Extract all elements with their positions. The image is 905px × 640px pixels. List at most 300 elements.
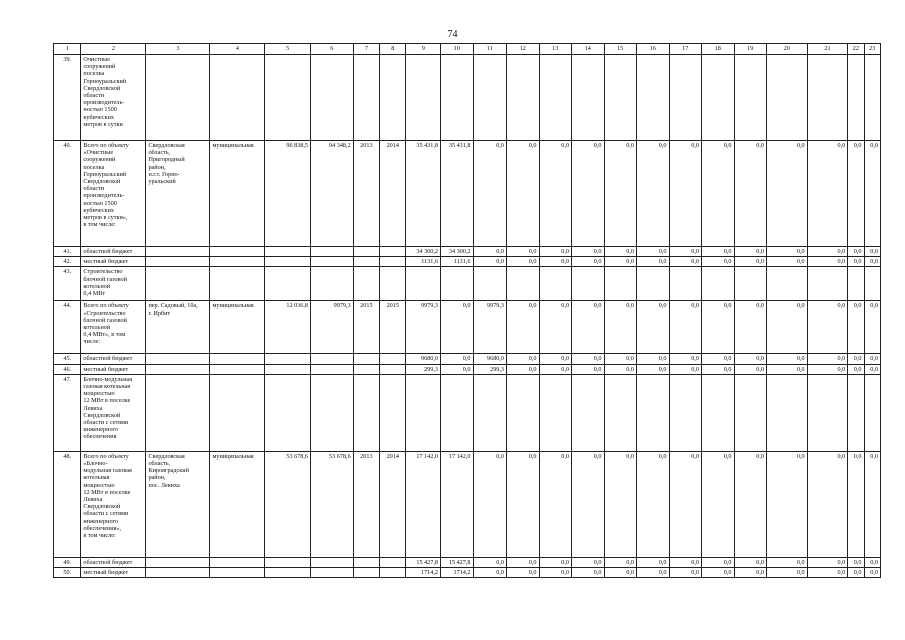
table-cell: 0,0 bbox=[864, 141, 880, 247]
item-name-cell: Всего по объекту «Строительство блочной газовой котельной 0,4 МВт», в том числе: bbox=[81, 301, 146, 354]
table-cell: 9979,3 bbox=[406, 301, 441, 354]
column-number: 21 bbox=[807, 44, 848, 55]
table-cell: Свердловская область, Кировградский район, пос. Левиха bbox=[146, 451, 210, 557]
table-cell: 0,0 bbox=[734, 257, 767, 267]
table-cell: 0,0 bbox=[473, 257, 507, 267]
table-cell: 0,0 bbox=[807, 364, 848, 374]
table-cell: 0,0 bbox=[572, 451, 605, 557]
item-name-cell: областной бюджет bbox=[81, 354, 146, 364]
table-cell: 0,0 bbox=[807, 557, 848, 567]
table-cell bbox=[604, 267, 637, 301]
table-cell: муниципальная bbox=[210, 141, 265, 247]
table-cell bbox=[807, 374, 848, 451]
table-cell bbox=[507, 55, 540, 141]
table-cell bbox=[210, 55, 265, 141]
table-cell bbox=[807, 267, 848, 301]
table-cell: 0,0 bbox=[669, 364, 702, 374]
table-cell bbox=[146, 247, 210, 257]
table-cell bbox=[669, 267, 702, 301]
table-cell: 0,0 bbox=[864, 257, 880, 267]
item-name-cell: Блочно-модульная газовая котельная мощностью 12 МВт в поселке Левиха Свердловской области с сетями инженерного обеспечения bbox=[81, 374, 146, 451]
table-cell bbox=[507, 267, 540, 301]
table-cell: 0,0 bbox=[848, 557, 864, 567]
table-cell bbox=[265, 257, 311, 267]
table-cell: 0,0 bbox=[702, 568, 735, 578]
table-cell bbox=[734, 267, 767, 301]
table-cell: 0,0 bbox=[669, 451, 702, 557]
table-cell: 0,0 bbox=[604, 354, 637, 364]
table-cell bbox=[311, 557, 354, 567]
table-cell bbox=[265, 568, 311, 578]
column-number: 2 bbox=[81, 44, 146, 55]
table-cell bbox=[353, 267, 379, 301]
column-number: 12 bbox=[507, 44, 540, 55]
table-cell bbox=[572, 267, 605, 301]
table-cell: 9979,3 bbox=[311, 301, 354, 354]
table-cell: муниципальная bbox=[210, 301, 265, 354]
table-cell bbox=[637, 55, 670, 141]
table-cell bbox=[311, 55, 354, 141]
table-cell: 0,0 bbox=[864, 451, 880, 557]
table-cell: 0,0 bbox=[734, 141, 767, 247]
table-cell: 17 142,0 bbox=[406, 451, 441, 557]
table-cell: 0,0 bbox=[864, 568, 880, 578]
table-cell: 0,0 bbox=[507, 141, 540, 247]
table-cell bbox=[406, 374, 441, 451]
column-number: 23 bbox=[864, 44, 880, 55]
table-cell: 96 838,5 bbox=[265, 141, 311, 247]
table-row bbox=[54, 354, 881, 364]
table-cell: 0,0 bbox=[441, 364, 474, 374]
table-cell: 2013 bbox=[353, 451, 379, 557]
table-cell: 0,0 bbox=[572, 257, 605, 267]
table-cell: муниципальная bbox=[210, 451, 265, 557]
table-cell: 0,0 bbox=[507, 568, 540, 578]
table-cell bbox=[864, 267, 880, 301]
table-row bbox=[54, 55, 881, 141]
table-cell bbox=[702, 55, 735, 141]
table-cell bbox=[380, 374, 406, 451]
table-cell bbox=[311, 374, 354, 451]
table-cell bbox=[864, 55, 880, 141]
table-cell bbox=[311, 247, 354, 257]
table-cell: 0,0 bbox=[807, 451, 848, 557]
table-cell: 0,0 bbox=[669, 568, 702, 578]
table-cell: 0,0 bbox=[702, 257, 735, 267]
table-cell: 0,0 bbox=[767, 451, 808, 557]
table-cell bbox=[507, 374, 540, 451]
table-cell: 0,0 bbox=[473, 247, 507, 257]
table-cell bbox=[265, 364, 311, 374]
table-cell bbox=[441, 374, 474, 451]
row-number-cell: 44. bbox=[54, 301, 81, 354]
table-cell: 0,0 bbox=[539, 568, 572, 578]
item-name-cell: местный бюджет bbox=[81, 257, 146, 267]
table-cell: 299,3 bbox=[473, 364, 507, 374]
table-cell: 0,0 bbox=[572, 354, 605, 364]
table-cell bbox=[146, 557, 210, 567]
table-cell: 0,0 bbox=[734, 247, 767, 257]
table-cell: 0,0 bbox=[767, 301, 808, 354]
table-cell: 0,0 bbox=[572, 557, 605, 567]
table-cell bbox=[210, 267, 265, 301]
table-cell: 0,0 bbox=[539, 354, 572, 364]
table-cell: 0,0 bbox=[702, 301, 735, 354]
table-cell bbox=[380, 568, 406, 578]
table-cell bbox=[637, 374, 670, 451]
table-cell bbox=[210, 568, 265, 578]
table-cell: 0,0 bbox=[864, 364, 880, 374]
table-cell: 0,0 bbox=[669, 301, 702, 354]
row-number-cell: 46. bbox=[54, 364, 81, 374]
table-cell: 0,0 bbox=[848, 301, 864, 354]
table-cell bbox=[210, 354, 265, 364]
table-cell: 0,0 bbox=[572, 364, 605, 374]
table-cell: 2014 bbox=[380, 451, 406, 557]
table-cell: 0,0 bbox=[637, 364, 670, 374]
table-row bbox=[54, 247, 881, 257]
table-cell: 0,0 bbox=[507, 557, 540, 567]
table-cell: 0,0 bbox=[864, 557, 880, 567]
table-cell: 0,0 bbox=[637, 568, 670, 578]
column-number: 14 bbox=[572, 44, 605, 55]
page-number: 74 bbox=[447, 29, 458, 40]
table-cell: 0,0 bbox=[507, 247, 540, 257]
table-cell bbox=[311, 568, 354, 578]
table-cell: 0,0 bbox=[848, 354, 864, 364]
table-cell: Свердловская область, Пригородный район, п.г.т. Горно- уральский bbox=[146, 141, 210, 247]
table-row bbox=[54, 374, 881, 451]
table-cell: 0,0 bbox=[539, 557, 572, 567]
table-cell: 1714,2 bbox=[406, 568, 441, 578]
column-number: 17 bbox=[669, 44, 702, 55]
column-number: 6 bbox=[311, 44, 354, 55]
table-cell: 0,0 bbox=[767, 141, 808, 247]
table-cell: 0,0 bbox=[767, 354, 808, 364]
table-cell bbox=[572, 374, 605, 451]
table-cell: 0,0 bbox=[539, 451, 572, 557]
table-cell: 34 300,2 bbox=[441, 247, 474, 257]
table-cell bbox=[669, 55, 702, 141]
table-cell: 0,0 bbox=[734, 568, 767, 578]
table-cell: 1131,6 bbox=[441, 257, 474, 267]
table-cell: 0,0 bbox=[734, 557, 767, 567]
table-cell: 0,0 bbox=[767, 557, 808, 567]
table-cell: 0,0 bbox=[604, 364, 637, 374]
table-cell bbox=[146, 374, 210, 451]
table-cell bbox=[767, 374, 808, 451]
table-cell: 53 678,6 bbox=[265, 451, 311, 557]
table-cell: 0,0 bbox=[702, 557, 735, 567]
table-cell: 0,0 bbox=[572, 568, 605, 578]
table-cell bbox=[441, 267, 474, 301]
table-cell: 0,0 bbox=[734, 354, 767, 364]
table-cell: 0,0 bbox=[702, 354, 735, 364]
table-cell: 0,0 bbox=[507, 364, 540, 374]
table-cell bbox=[311, 267, 354, 301]
table-cell bbox=[848, 267, 864, 301]
table-cell: 0,0 bbox=[848, 141, 864, 247]
column-number: 15 bbox=[604, 44, 637, 55]
table-cell: 0,0 bbox=[669, 247, 702, 257]
table-cell: 0,0 bbox=[441, 301, 474, 354]
table-cell: 0,0 bbox=[848, 364, 864, 374]
table-cell: 0,0 bbox=[807, 354, 848, 364]
table-cell: 0,0 bbox=[539, 257, 572, 267]
table-cell bbox=[539, 55, 572, 141]
table-cell bbox=[210, 374, 265, 451]
column-number: 7 bbox=[353, 44, 379, 55]
table-cell bbox=[539, 267, 572, 301]
table-cell: 2013 bbox=[353, 141, 379, 247]
table-cell bbox=[265, 267, 311, 301]
table-cell: 0,0 bbox=[767, 568, 808, 578]
table-cell: 0,0 bbox=[807, 301, 848, 354]
row-number-cell: 49. bbox=[54, 557, 81, 567]
table-cell: 9680,0 bbox=[406, 354, 441, 364]
table-cell bbox=[265, 55, 311, 141]
table-cell: 0,0 bbox=[604, 557, 637, 567]
column-number: 16 bbox=[637, 44, 670, 55]
table-cell: 0,0 bbox=[734, 301, 767, 354]
table-cell: 0,0 bbox=[507, 451, 540, 557]
table-cell: 0,0 bbox=[767, 364, 808, 374]
table-cell bbox=[572, 55, 605, 141]
table-cell: 0,0 bbox=[848, 451, 864, 557]
table-row bbox=[54, 364, 881, 374]
table-cell: 0,0 bbox=[572, 141, 605, 247]
table-cell: 0,0 bbox=[864, 301, 880, 354]
table-cell: 0,0 bbox=[637, 354, 670, 364]
table-cell bbox=[380, 557, 406, 567]
table-row bbox=[54, 301, 881, 354]
table-cell: 0,0 bbox=[473, 451, 507, 557]
table-cell: 0,0 bbox=[637, 301, 670, 354]
table-cell: 17 142,0 bbox=[441, 451, 474, 557]
column-number: 9 bbox=[406, 44, 441, 55]
table-cell: 0,0 bbox=[702, 141, 735, 247]
table-cell bbox=[734, 374, 767, 451]
table-row bbox=[54, 257, 881, 267]
table-cell: 0,0 bbox=[572, 247, 605, 257]
column-number: 4 bbox=[210, 44, 265, 55]
table-cell: 0,0 bbox=[604, 247, 637, 257]
table-cell: 0,0 bbox=[807, 247, 848, 257]
table-cell bbox=[539, 374, 572, 451]
table-cell: 0,0 bbox=[539, 364, 572, 374]
table-cell bbox=[604, 374, 637, 451]
item-name-cell: Всего по объекту «Блочно- модульная газовая котельная мощностью 12 МВт в поселке Левиха Свердловской области с сетями инженерного обеспечения», в том числе: bbox=[81, 451, 146, 557]
table-cell: 0,0 bbox=[604, 301, 637, 354]
table-cell: 0,0 bbox=[864, 247, 880, 257]
column-number-row bbox=[54, 44, 881, 55]
table-cell bbox=[265, 354, 311, 364]
item-name-cell: областной бюджет bbox=[81, 557, 146, 567]
table-row bbox=[54, 451, 881, 557]
table-cell bbox=[473, 55, 507, 141]
table-cell: 1131,6 bbox=[406, 257, 441, 267]
table-cell: 0,0 bbox=[637, 257, 670, 267]
table-cell bbox=[864, 374, 880, 451]
column-number: 11 bbox=[473, 44, 507, 55]
table-cell bbox=[210, 257, 265, 267]
table-cell bbox=[353, 247, 379, 257]
table-cell bbox=[380, 354, 406, 364]
column-number: 22 bbox=[848, 44, 864, 55]
table-cell bbox=[807, 55, 848, 141]
table-cell: 0,0 bbox=[637, 141, 670, 247]
table-cell: 2015 bbox=[353, 301, 379, 354]
row-number-cell: 41. bbox=[54, 247, 81, 257]
table-cell bbox=[311, 354, 354, 364]
table-cell bbox=[848, 55, 864, 141]
table-cell: 0,0 bbox=[702, 364, 735, 374]
row-number-cell: 39. bbox=[54, 55, 81, 141]
table-cell bbox=[353, 568, 379, 578]
table-cell: 0,0 bbox=[572, 301, 605, 354]
table-cell: 0,0 bbox=[848, 257, 864, 267]
column-number: 10 bbox=[441, 44, 474, 55]
table-cell bbox=[637, 267, 670, 301]
table-cell: 0,0 bbox=[473, 141, 507, 247]
table-cell: 0,0 bbox=[669, 257, 702, 267]
table-cell: пер. Садовый, 10а, г. Ирбит bbox=[146, 301, 210, 354]
table-cell bbox=[210, 557, 265, 567]
table-cell: 0,0 bbox=[669, 354, 702, 364]
table-cell: 0,0 bbox=[848, 247, 864, 257]
table-cell: 0,0 bbox=[734, 364, 767, 374]
table-cell bbox=[210, 247, 265, 257]
table-cell: 0,0 bbox=[864, 354, 880, 364]
table-cell: 0,0 bbox=[473, 568, 507, 578]
table-cell bbox=[380, 267, 406, 301]
table-cell: 53 678,6 bbox=[311, 451, 354, 557]
table-cell: 0,0 bbox=[848, 568, 864, 578]
table-cell: 0,0 bbox=[702, 451, 735, 557]
table-cell: 0,0 bbox=[604, 141, 637, 247]
table-cell: 1714,2 bbox=[441, 568, 474, 578]
table-cell: 9680,0 bbox=[473, 354, 507, 364]
table-cell: 15 427,8 bbox=[441, 557, 474, 567]
table-cell: 0,0 bbox=[637, 451, 670, 557]
table-cell: 0,0 bbox=[767, 257, 808, 267]
table-cell: 0,0 bbox=[604, 451, 637, 557]
table-cell: 0,0 bbox=[807, 141, 848, 247]
table-cell bbox=[146, 354, 210, 364]
table-cell bbox=[353, 257, 379, 267]
table-cell: 0,0 bbox=[637, 247, 670, 257]
table-cell bbox=[473, 374, 507, 451]
table-cell: 0,0 bbox=[539, 141, 572, 247]
table-cell bbox=[311, 364, 354, 374]
column-number: 5 bbox=[265, 44, 311, 55]
table-cell: 299,3 bbox=[406, 364, 441, 374]
table-cell bbox=[353, 374, 379, 451]
column-number: 3 bbox=[146, 44, 210, 55]
table-cell bbox=[146, 257, 210, 267]
table-cell: 0,0 bbox=[767, 247, 808, 257]
table-cell: 0,0 bbox=[604, 568, 637, 578]
column-number: 19 bbox=[734, 44, 767, 55]
table-cell bbox=[604, 55, 637, 141]
table-cell: 0,0 bbox=[507, 354, 540, 364]
row-number-cell: 42. bbox=[54, 257, 81, 267]
table-cell bbox=[265, 247, 311, 257]
item-name-cell: областной бюджет bbox=[81, 247, 146, 257]
table-cell bbox=[265, 557, 311, 567]
table-cell: 0,0 bbox=[734, 451, 767, 557]
table-cell bbox=[441, 55, 474, 141]
row-number-cell: 48. bbox=[54, 451, 81, 557]
table-cell: 0,0 bbox=[441, 354, 474, 364]
table-row bbox=[54, 568, 881, 578]
table-cell: 35 431,8 bbox=[406, 141, 441, 247]
row-number-cell: 50. bbox=[54, 568, 81, 578]
table-cell: 0,0 bbox=[702, 247, 735, 257]
table-cell: 0,0 bbox=[507, 301, 540, 354]
table-cell bbox=[380, 247, 406, 257]
table-cell bbox=[702, 374, 735, 451]
item-name-cell: Очистные сооружений поселка Горноуральский Свердловской области производитель- ностью 1500 кубических метров в сутки bbox=[81, 55, 146, 141]
row-number-cell: 47. bbox=[54, 374, 81, 451]
table-cell bbox=[146, 568, 210, 578]
table-cell bbox=[353, 354, 379, 364]
table-cell: 0,0 bbox=[473, 557, 507, 567]
table-cell: 34 300,2 bbox=[406, 247, 441, 257]
table-cell bbox=[380, 55, 406, 141]
table-cell bbox=[353, 55, 379, 141]
table-cell bbox=[473, 267, 507, 301]
table-cell bbox=[210, 364, 265, 374]
column-number: 1 bbox=[54, 44, 81, 55]
table-cell: 0,0 bbox=[604, 257, 637, 267]
table-row bbox=[54, 141, 881, 247]
table-cell bbox=[380, 364, 406, 374]
table-cell: 2015 bbox=[380, 301, 406, 354]
table-cell bbox=[406, 55, 441, 141]
row-number-cell: 40. bbox=[54, 141, 81, 247]
table-cell bbox=[767, 55, 808, 141]
item-name-cell: местный бюджет bbox=[81, 364, 146, 374]
table-cell bbox=[380, 257, 406, 267]
table-cell: 0,0 bbox=[669, 557, 702, 567]
column-number: 13 bbox=[539, 44, 572, 55]
table-row bbox=[54, 267, 881, 301]
table-row bbox=[54, 557, 881, 567]
table-cell bbox=[734, 55, 767, 141]
table-cell bbox=[146, 364, 210, 374]
table-cell: 35 431,8 bbox=[441, 141, 474, 247]
row-number-cell: 43. bbox=[54, 267, 81, 301]
table-cell bbox=[265, 374, 311, 451]
column-number: 20 bbox=[767, 44, 808, 55]
table-cell bbox=[353, 557, 379, 567]
table-cell: 12 036,8 bbox=[265, 301, 311, 354]
table-cell bbox=[146, 267, 210, 301]
table-cell: 0,0 bbox=[637, 557, 670, 567]
table-cell: 94 348,2 bbox=[311, 141, 354, 247]
item-name-cell: местный бюджет bbox=[81, 568, 146, 578]
row-number-cell: 45. bbox=[54, 354, 81, 364]
column-number: 18 bbox=[702, 44, 735, 55]
table-cell bbox=[406, 267, 441, 301]
table-cell: 0,0 bbox=[669, 141, 702, 247]
item-name-cell: Всего по объекту «Очистные сооружений поселка Горноуральский Свердловской области производитель- ностью 1500 кубических метров в сутки», в том числе: bbox=[81, 141, 146, 247]
column-number: 8 bbox=[380, 44, 406, 55]
table-cell bbox=[702, 267, 735, 301]
item-name-cell: Строительство блочной газовой котельной 0,4 МВт bbox=[81, 267, 146, 301]
table-cell: 0,0 bbox=[539, 247, 572, 257]
